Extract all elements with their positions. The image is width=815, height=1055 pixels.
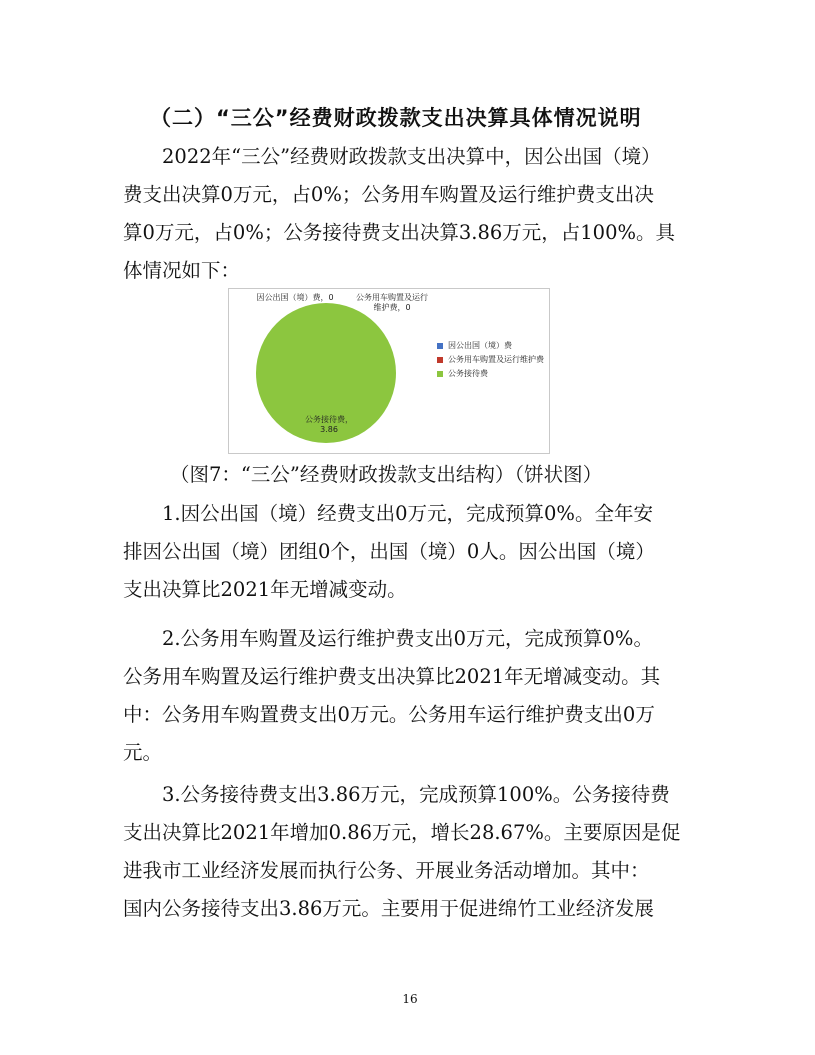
legend-label: 公务用车购置及运行维护费 [448, 355, 544, 364]
text-line: 费支出决算0万元，占0%；公务用车购置及运行维护费支出决 [123, 183, 654, 206]
text-line: 算0万元，占0%；公务接待费支出决算3.86万元，占100%。具 [123, 221, 676, 244]
text-line: 排因公出国（境）团组0个，出国（境）0人。因公出国（境） [123, 540, 655, 563]
text-line: 支出决算比2021年增加0.86万元，增长28.67%。主要原因是促 [123, 821, 681, 844]
text-line: 1.因公出国（境）经费支出0万元，完成预算0%。全年安 [162, 502, 653, 525]
text-line: 国内公务接待支出3.86万元。主要用于促进绵竹工业经济发展 [123, 897, 654, 920]
legend-label: 公务接待费 [448, 369, 488, 378]
legend-item [437, 355, 547, 365]
data-label-vehicle: 公务用车购置及运行维护费，0 [356, 293, 428, 312]
data-label-overseas: 因公出国（境）费，0 [256, 293, 334, 302]
chart-legend [437, 341, 547, 383]
intro-paragraph [123, 138, 701, 290]
text-line: 中：公务用车购置费支出0万元。公务用车运行维护费支出0万 [123, 703, 655, 726]
legend-item [437, 341, 547, 351]
item-paragraph-2 [123, 620, 701, 772]
legend-item [437, 369, 547, 379]
text-line: 元。 [123, 741, 163, 764]
item-paragraph-1 [123, 495, 701, 609]
legend-swatch [437, 371, 443, 377]
figure-caption: （图7：“三公”经费财政拨款支出结构）（饼状图） [170, 463, 603, 486]
text-line: 3.公务接待费支出3.86万元，完成预算100%。公务接待费 [162, 783, 670, 806]
data-label-reception: 公务接待费，3.86 [305, 415, 353, 434]
text-line: 公务用车购置及运行维护费支出决算比2021年无增减变动。其 [123, 665, 661, 688]
text-line: 支出决算比2021年无增减变动。 [123, 578, 407, 601]
page-number: 16 [402, 992, 418, 1006]
section-heading: （二）“三公”经费财政拨款支出决算具体情况说明 [150, 106, 642, 130]
pie-chart [228, 288, 550, 454]
text-line: 进我市工业经济发展而执行公务、开展业务活动增加。其中： [123, 859, 650, 882]
text-line: 2022年“三公”经费财政拨款支出决算中，因公出国（境） [162, 145, 661, 168]
text-line: 2.公务用车购置及运行维护费支出0万元，完成预算0%。 [162, 627, 653, 650]
legend-swatch [437, 357, 443, 363]
legend-swatch [437, 343, 443, 349]
text-line: 体情况如下： [123, 259, 241, 282]
legend-label: 因公出国（境）费 [448, 341, 512, 350]
item-paragraph-3 [123, 776, 701, 928]
